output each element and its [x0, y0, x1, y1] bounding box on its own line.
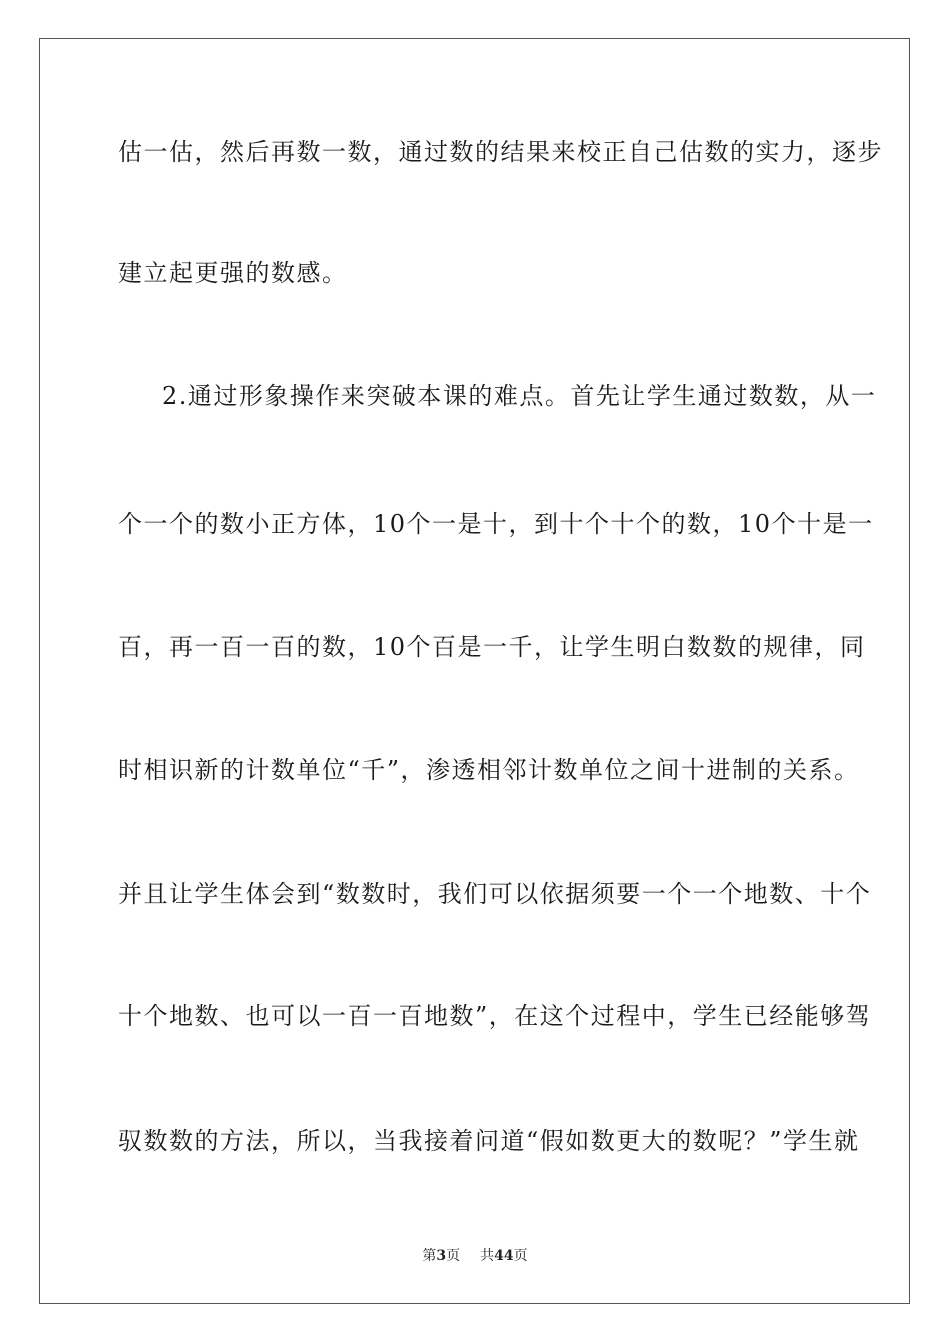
page-border: [39, 38, 910, 1304]
text-line-5: 百，再一百一百的数，10个百是一千，让学生明白数数的规律，同: [118, 633, 866, 661]
text-line-2: 建立起更强的数感。: [118, 259, 348, 287]
footer-page-unit: 页: [446, 1248, 461, 1264]
text-line-9: 驭数数的方法，所以，当我接着问道“假如数更大的数呢？”学生就: [118, 1127, 860, 1155]
text-line-7: 并且让学生体会到“数数时，我们可以依据须要一个一个地数、十个: [118, 880, 872, 908]
footer-total-prefix: 共: [480, 1248, 495, 1264]
text-line-8: 十个地数、也可以一百一百地数”，在这个过程中，学生已经能够驾: [118, 1002, 872, 1030]
text-line-4: 个一个的数小正方体，10个一是十，到十个十个的数，10个十是一: [118, 510, 874, 538]
footer-page-prefix: 第: [422, 1248, 437, 1264]
footer-page-current: 3: [436, 1248, 447, 1264]
text-line-1: 估一估，然后再数一数，通过数的结果来校正自己估数的实力，逐步: [118, 138, 883, 166]
text-line-3: 2.通过形象操作来突破本课的难点。首先让学生通过数数，从一: [162, 382, 877, 410]
page-footer: [0, 1247, 950, 1265]
footer-total-unit: 页: [513, 1248, 528, 1264]
footer-page-total: 44: [494, 1248, 514, 1264]
text-line-6: 时相识新的计数单位“千”，渗透相邻计数单位之间十进制的关系。: [118, 756, 860, 784]
